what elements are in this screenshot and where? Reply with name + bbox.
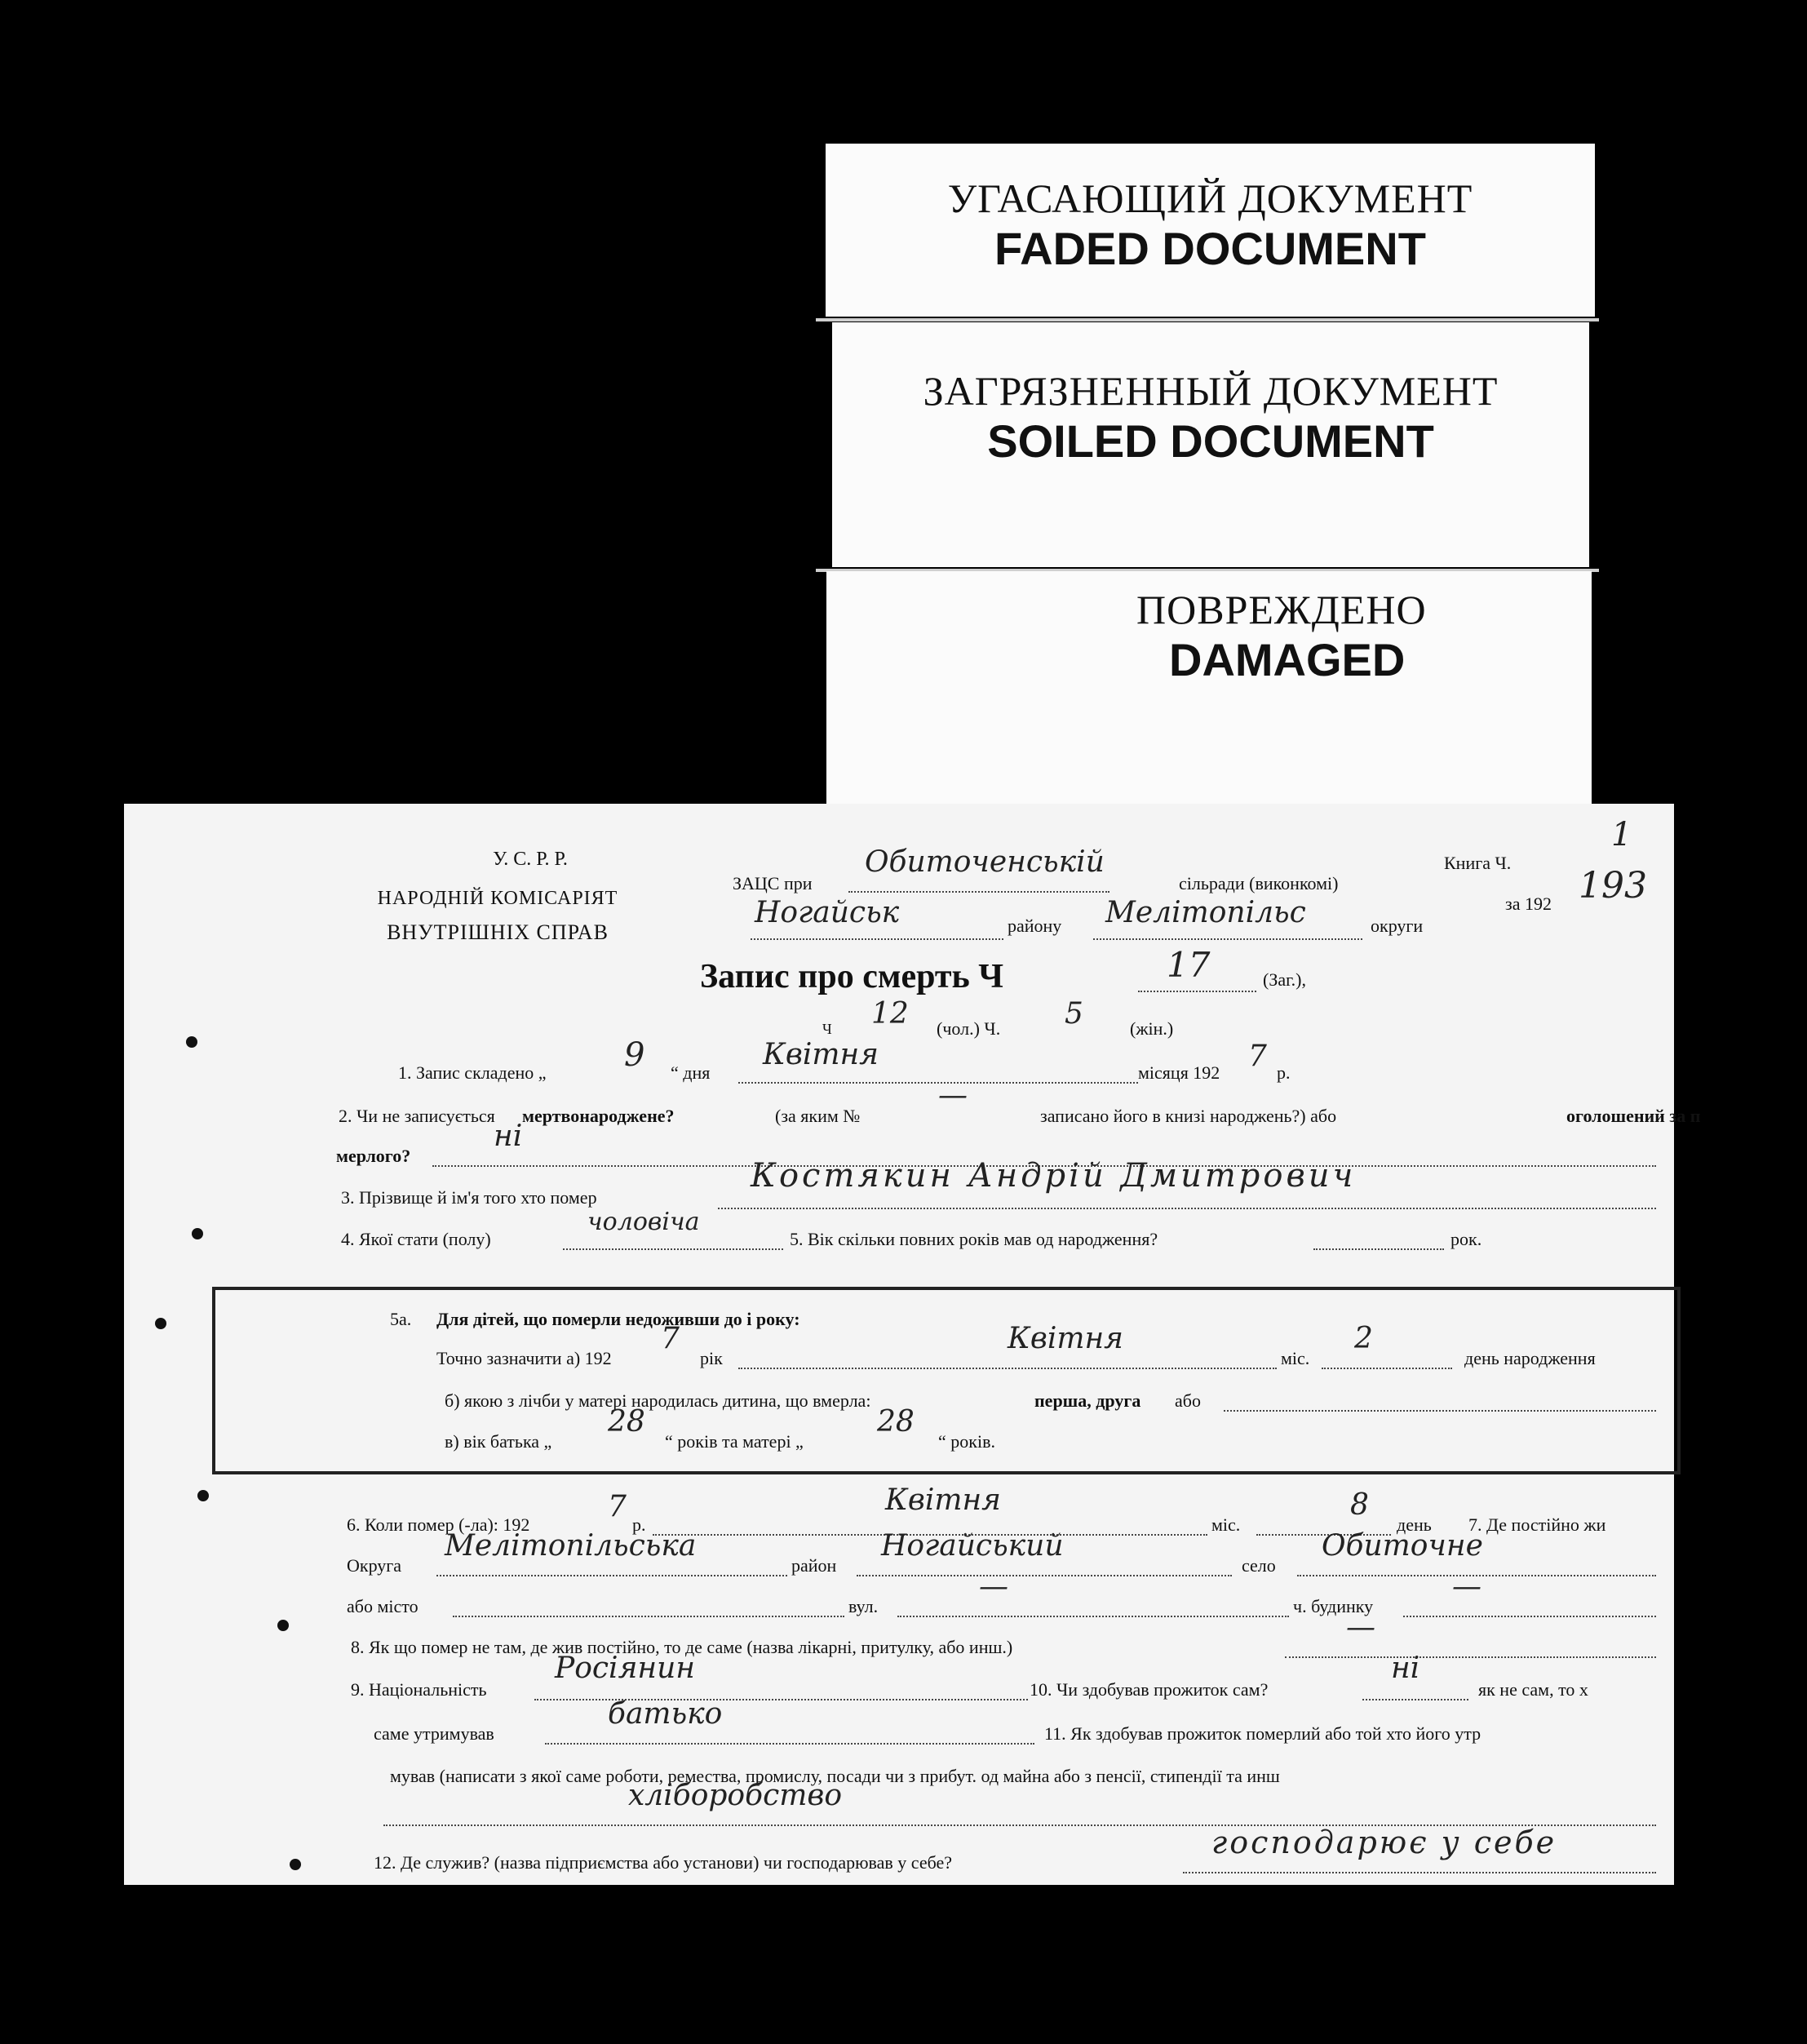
- l5a-a-label: Точно зазначити а) 192: [436, 1348, 612, 1368]
- muvav-label: мував (написати з якої саме роботи, ремества, промислу, посади чи з прибут. од майна або з пенсії, стипендії та инш: [390, 1766, 1280, 1786]
- line6-mis: міс.: [1211, 1514, 1241, 1535]
- stamp-crease: [816, 318, 1599, 321]
- record-title: Запис про смерть Ч: [700, 958, 1004, 995]
- commissariat-header: НАРОДНІЙ КОМІСАРІЯТ: [377, 888, 618, 909]
- birth-year-digit-handwritten: 7: [661, 1322, 680, 1355]
- budynku-label: ч. будинку: [1293, 1596, 1374, 1616]
- name-dots: [718, 1208, 1656, 1209]
- okruh-handwritten: Мелітопільс: [1105, 896, 1306, 929]
- place-dots: [1285, 1656, 1656, 1658]
- self-support-dots: [1362, 1699, 1468, 1700]
- stamp-ru-text: ПОВРЕЖДЕНО: [1136, 587, 1427, 632]
- l5a-den: день народження: [1464, 1348, 1596, 1368]
- vul-handwritten: —: [979, 1570, 1008, 1603]
- punch-hole: [186, 1036, 197, 1048]
- stamp-en-text: FADED DOCUMENT: [994, 223, 1426, 274]
- punch-hole: [290, 1859, 301, 1870]
- line5-rok: рок.: [1450, 1229, 1482, 1249]
- same-utr-label: саме утримував: [374, 1723, 494, 1744]
- rayon-dots: [751, 938, 1003, 940]
- sex-handwritten: чоловіча: [587, 1208, 700, 1236]
- stamp-ru-text: УГАСАЮЩИЙ ДОКУМЕНТ: [947, 175, 1473, 221]
- supported-by-dots: [545, 1743, 1034, 1745]
- father-age-handwritten: 28: [608, 1405, 645, 1439]
- selrada-handwritten: Обиточенській: [865, 845, 1105, 879]
- l5a-v-end: “ років.: [938, 1431, 995, 1452]
- okruha-dots: [436, 1575, 787, 1576]
- birth-day-handwritten: 2: [1354, 1322, 1373, 1355]
- abo-misto-label: або місто: [347, 1596, 419, 1616]
- line2-number-label: (за яким №: [775, 1106, 861, 1126]
- l5a-b-label: б) якою з лічби у матері народилась дитина, що вмерла:: [445, 1390, 871, 1411]
- selo-handwritten: Обиточне: [1322, 1529, 1483, 1563]
- line11-label: 11. Як здобував прожиток померлий або той хто його утр: [1044, 1723, 1481, 1744]
- line1-label: 1. Запис складено „: [398, 1062, 547, 1083]
- selo-label: село: [1242, 1555, 1276, 1576]
- selrada-dots: [848, 891, 1109, 893]
- service-handwritten: господарює у себе: [1211, 1825, 1557, 1860]
- rayonu-label: району: [1008, 916, 1062, 936]
- knyha-year-handwritten: 193: [1579, 865, 1647, 907]
- okrugy-label: округи: [1371, 916, 1424, 936]
- internal-affairs-header: ВНУТРІШНІХ СПРАВ: [387, 920, 609, 944]
- knyha-number-handwritten: 1: [1611, 816, 1632, 854]
- punch-hole: [155, 1318, 166, 1329]
- soiled-document-stamp: [832, 322, 1589, 567]
- service-dots: [1183, 1872, 1656, 1873]
- line8-label: 8. Як що помер не там, де жив постійно, то де саме (назва лікарні, притулку, або инш.): [351, 1637, 1013, 1657]
- rayon-handwritten: Ногайськ: [755, 896, 900, 929]
- supported-by-handwritten: батько: [608, 1697, 723, 1731]
- stamp-en-text: DAMAGED: [1169, 634, 1406, 685]
- l5a-abo: або: [1175, 1390, 1201, 1411]
- l5a-number: 5а.: [390, 1309, 412, 1329]
- death-month-handwritten: Квітня: [885, 1483, 1002, 1517]
- death-day-handwritten: 8: [1350, 1488, 1369, 1522]
- year-digit-handwritten: 7: [1248, 1040, 1267, 1073]
- punch-hole: [192, 1228, 203, 1239]
- line5-label: 5. Вік скільки повних років мав од народження?: [790, 1229, 1158, 1249]
- record-number-handwritten: 17: [1167, 945, 1211, 985]
- rayon2-dots: [857, 1575, 1232, 1576]
- l5a-rik: рік: [700, 1348, 723, 1368]
- zag-label: (Заг.),: [1263, 969, 1306, 990]
- line6-label: 6. Коли помер (-ла): 192: [347, 1514, 530, 1535]
- sex-dots: [563, 1248, 783, 1250]
- death-year-digit-handwritten: 7: [608, 1490, 627, 1523]
- line2-deceased-label: мерлого?: [336, 1146, 411, 1166]
- chol-label: (чол.) Ч.: [937, 1018, 1001, 1039]
- stamp-en-text: SOILED DOCUMENT: [987, 415, 1434, 467]
- birth-day-dots: [1322, 1368, 1452, 1369]
- l5a-v-label: в) вік батька „: [445, 1431, 552, 1452]
- rayon2-handwritten: Ногайський: [881, 1529, 1064, 1563]
- zags-label: ЗАЦС при: [733, 873, 813, 893]
- vul-dots: [897, 1616, 1289, 1617]
- birth-month-handwritten: Квітня: [1008, 1322, 1124, 1355]
- line9-label: 9. Національність: [351, 1679, 487, 1700]
- l5a-v-mother: “ років та матері „: [665, 1431, 804, 1452]
- line1-day-label: “ дня: [671, 1062, 711, 1083]
- birth-order-dots: [1224, 1410, 1656, 1412]
- record-number-dots: [1138, 991, 1256, 992]
- line4-label: 4. Якої стати (полу): [341, 1229, 491, 1249]
- place-handwritten: —: [1346, 1611, 1375, 1644]
- nationality-handwritten: Росіянин: [555, 1652, 696, 1685]
- zhin-label: (жін.): [1130, 1018, 1174, 1039]
- line12-label: 12. Де служив? (назва підприємства або установи) чи господарював у себе?: [374, 1852, 953, 1873]
- line2-label: 2. Чи не записується: [339, 1106, 495, 1126]
- l5a-persha: перша, друга: [1034, 1390, 1141, 1411]
- silrady-label: сільради (виконкомі): [1179, 873, 1339, 893]
- occupation-handwritten: хліборобство: [628, 1779, 843, 1812]
- ch-label: Ч: [822, 1021, 832, 1037]
- line3-label: 3. Прізвище й ім'я того хто помер: [341, 1187, 597, 1208]
- line7-label: 7. Де постійно жи: [1468, 1514, 1606, 1535]
- budynok-dots: [1403, 1616, 1656, 1617]
- line1-month-label: місяця 192: [1138, 1062, 1220, 1083]
- month-handwritten: Квітня: [763, 1038, 879, 1071]
- mother-age-handwritten: 28: [877, 1405, 915, 1439]
- okruha-label: Округа: [347, 1555, 402, 1576]
- line2-register-label: записано його в книзі народжень?) або: [1040, 1106, 1337, 1126]
- punch-hole: [197, 1490, 209, 1501]
- age-dots: [1313, 1248, 1444, 1250]
- ussr-header: У. С. Р. Р.: [493, 849, 568, 870]
- za-year-label: за 192: [1505, 893, 1552, 914]
- vul-label: вул.: [848, 1596, 879, 1616]
- okruha-handwritten: Мелітопільська: [445, 1529, 697, 1563]
- male-count-handwritten: 12: [871, 997, 909, 1031]
- line2-declared-label: оголошений за п: [1566, 1106, 1701, 1126]
- line2-stillborn: мертвонароджене?: [522, 1106, 675, 1126]
- line2-answer-handwritten: ні: [494, 1120, 523, 1153]
- damaged-stamp: [826, 571, 1592, 808]
- rayon-label: район: [791, 1555, 837, 1576]
- line1-year-suffix: р.: [1277, 1062, 1291, 1083]
- l5a-mis: міс.: [1281, 1348, 1310, 1368]
- female-count-handwritten: 5: [1065, 997, 1083, 1031]
- stamp-ru-text: ЗАГРЯЗНЕННЫЙ ДОКУМЕНТ: [923, 368, 1499, 414]
- name-handwritten: Костякин Андрій Дмитрович: [751, 1157, 1357, 1195]
- birth-month-dots: [738, 1368, 1277, 1369]
- knyha-label: Книга Ч.: [1444, 853, 1512, 873]
- self-support-handwritten: ні: [1391, 1652, 1420, 1685]
- line6-year-suffix: р.: [632, 1514, 646, 1535]
- line2-number-handwritten: —: [938, 1079, 968, 1112]
- misto-dots: [453, 1616, 844, 1617]
- okruh-dots: [1093, 938, 1362, 940]
- line10-b-label: як не сам, то х: [1478, 1679, 1588, 1700]
- day-handwritten: 9: [624, 1036, 645, 1074]
- line10-label: 10. Чи здобував прожиток сам?: [1030, 1679, 1269, 1700]
- punch-hole: [277, 1620, 289, 1631]
- l5a-title: Для дітей, що померли недоживши до і року:: [436, 1309, 800, 1329]
- line6-den: день: [1397, 1514, 1432, 1535]
- budynok-handwritten: —: [1452, 1570, 1481, 1603]
- faded-document-stamp: [826, 144, 1595, 317]
